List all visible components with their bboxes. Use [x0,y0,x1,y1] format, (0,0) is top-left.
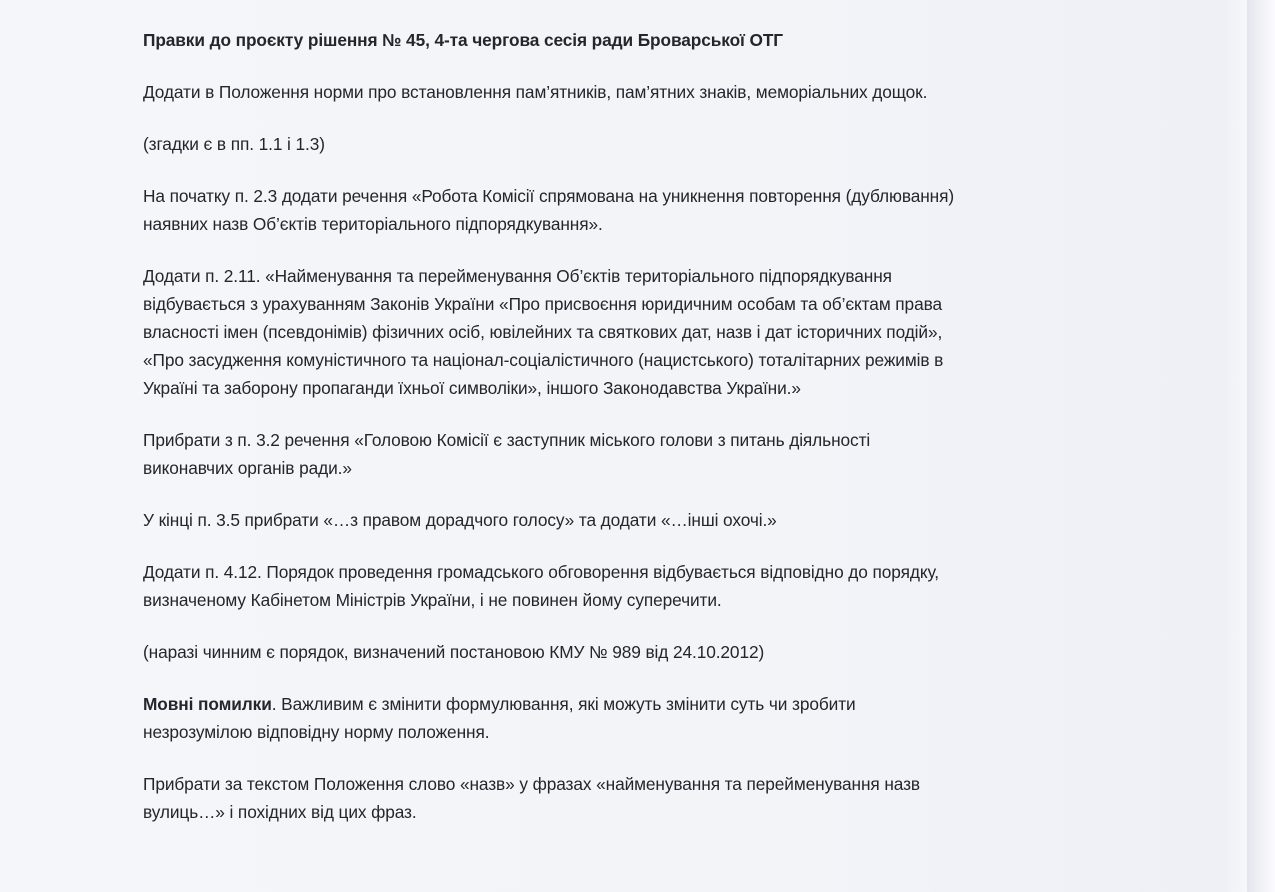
paragraph-7 [143,558,1183,614]
paragraph-line: (наразі чинним є порядок, визначений постановою КМУ № 989 від 24.10.2012) [143,642,765,662]
paragraph-line-rest: . Важливим є змінити формулювання, які можуть змінити суть чи зробити [271,694,856,714]
paragraph-1 [143,78,1183,106]
paragraph-line: незрозумілою відповідну норму положення. [143,722,490,742]
document-title-text: Правки до проєкту рішення № 45, 4-та чергова сесія ради Броварської ОТГ [143,30,783,50]
document-title [143,26,1183,54]
paragraph-line: Додати п. 4.12. Порядок проведення громадського обговорення відбувається відповідно до порядку, [143,562,939,582]
paragraph-line: У кінці п. 3.5 прибрати «…з правом дорадчого голосу» та додати «…інші охочі.» [143,510,777,530]
paragraph-8 [143,638,1183,666]
paragraph-line: Додати в Положення норми про встановлення пам’ятників, пам’ятних знаків, меморіальних дощок. [143,82,928,102]
paragraph-line: визначеному Кабінетом Міністрів України, і не повинен йому суперечити. [143,590,722,610]
paragraph-10 [143,770,1183,826]
paragraph-2 [143,130,1183,158]
paragraph-line: Прибрати за текстом Положення слово «назв» у фразах «найменування та перейменування назв [143,774,921,794]
paragraph-line: виконавчих органів ради.» [143,458,352,478]
paragraph-line: (згадки є в пп. 1.1 і 1.3) [143,134,325,154]
paragraph-line: Додати п. 2.11. «Найменування та перейменування Об’єктів територіального підпорядкування [143,266,892,286]
paragraph-line [143,690,1183,718]
paragraph-line: вулиць…» і похідних від цих фраз. [143,802,417,822]
section-heading-language-errors: Мовні помилки [143,694,272,714]
paragraph-5 [143,426,1183,482]
paragraph-line: Прибрати з п. 3.2 речення «Головою Комісії є заступник міського голови з питань діяльності [143,430,871,450]
paragraph-6 [143,506,1183,534]
paragraph-line: Україні та заборону пропаганди їхньої символіки», іншого Законодавства України.» [143,378,801,398]
paragraph-line: власності імен (псевдонімів) фізичних осіб, ювілейних та святкових дат, назв і дат історичних подій», [143,322,943,342]
document-body [143,26,1183,850]
paragraph-line: наявних назв Об’єктів територіального підпорядкування». [143,214,603,234]
paragraph-line: «Про засудження комуністичного та націонал-соціалістичного (нацистського) тоталітарних режимів в [143,350,944,370]
paragraph-4 [143,262,1183,402]
paragraph-3 [143,182,1183,238]
paragraph-line: відбувається з урахуванням Законів України «Про присвоєння юридичним особам та об’єктам права [143,294,942,314]
paragraph-line: На початку п. 2.3 додати речення «Робота Комісії спрямована на уникнення повторення (дублювання) [143,186,955,206]
paragraph-9 [143,690,1183,746]
